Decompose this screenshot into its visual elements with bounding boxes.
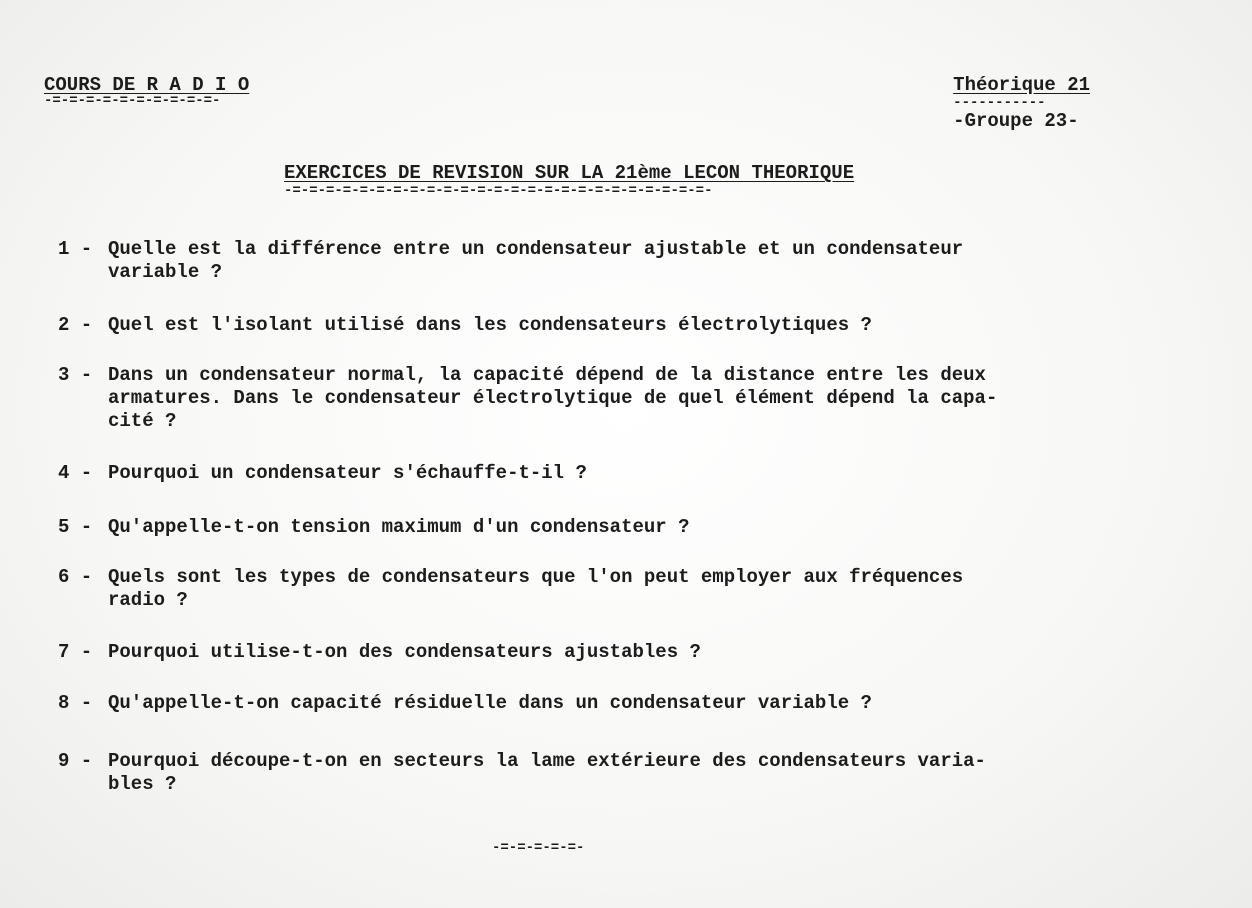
theorique-label: Théorique 21: [953, 74, 1090, 96]
question-number: 1 -: [58, 238, 93, 260]
question-7: [58, 641, 1098, 664]
question-6: [58, 566, 1098, 612]
question-1: [58, 238, 1098, 284]
question-number: 4 -: [58, 462, 93, 484]
groupe-label: -Groupe 23-: [953, 110, 1079, 132]
question-number: 5 -: [58, 516, 93, 538]
question-text: Pourquoi un condensateur s'échauffe-t-il ?: [108, 462, 587, 484]
course-title: COURS DE R A D I O: [44, 74, 250, 96]
question-9: [58, 750, 1098, 796]
footer-divider: -=-=-=-=-=-: [492, 840, 585, 856]
question-5: [58, 516, 1098, 539]
question-text: Pourquoi découpe-t-on en secteurs la lame extérieure des condensateurs varia- bles ?: [108, 750, 986, 795]
theorique-underline: -----------: [953, 95, 1046, 111]
question-2: [58, 314, 1098, 337]
exercise-title: [284, 162, 855, 199]
question-text: Dans un condensateur normal, la capacité dépend de la distance entre les deux armatures. Dans le condensateur électrolytique de quel élément dépend la capa- cité ?: [108, 364, 998, 432]
question-text: Quel est l'isolant utilisé dans les condensateurs électrolytiques ?: [108, 314, 872, 336]
question-text: Quelle est la différence entre un condensateur ajustable et un condensateur variable ?: [108, 238, 964, 283]
question-number: 3 -: [58, 364, 93, 386]
question-number: 8 -: [58, 692, 93, 714]
question-8: [58, 692, 1098, 715]
question-text: Quels sont les types de condensateurs que l'on peut employer aux fréquences radio ?: [108, 566, 964, 611]
course-underline: -=-=-=-=-=-=-=-=-=-=-: [44, 93, 221, 109]
question-text: Pourquoi utilise-t-on des condensateurs ajustables ?: [108, 641, 701, 663]
question-4: [58, 462, 1098, 485]
question-number: 6 -: [58, 566, 93, 588]
course-header: [44, 74, 250, 109]
exercise-title-text: EXERCICES DE REVISION SUR LA 21ème LECON THEORIQUE: [284, 162, 855, 184]
question-number: 7 -: [58, 641, 93, 663]
question-number: 9 -: [58, 750, 93, 772]
question-text: Qu'appelle-t-on capacité résiduelle dans un condensateur variable ?: [108, 692, 872, 714]
question-number: 2 -: [58, 314, 93, 336]
exercise-title-underline: -=-=-=-=-=-=-=-=-=-=-=-=-=-=-=-=-=-=-=-=-=-=-=-=-=-: [284, 183, 713, 199]
question-3: [58, 364, 1098, 433]
lesson-reference: [953, 74, 1090, 132]
question-text: Qu'appelle-t-on tension maximum d'un condensateur ?: [108, 516, 690, 538]
